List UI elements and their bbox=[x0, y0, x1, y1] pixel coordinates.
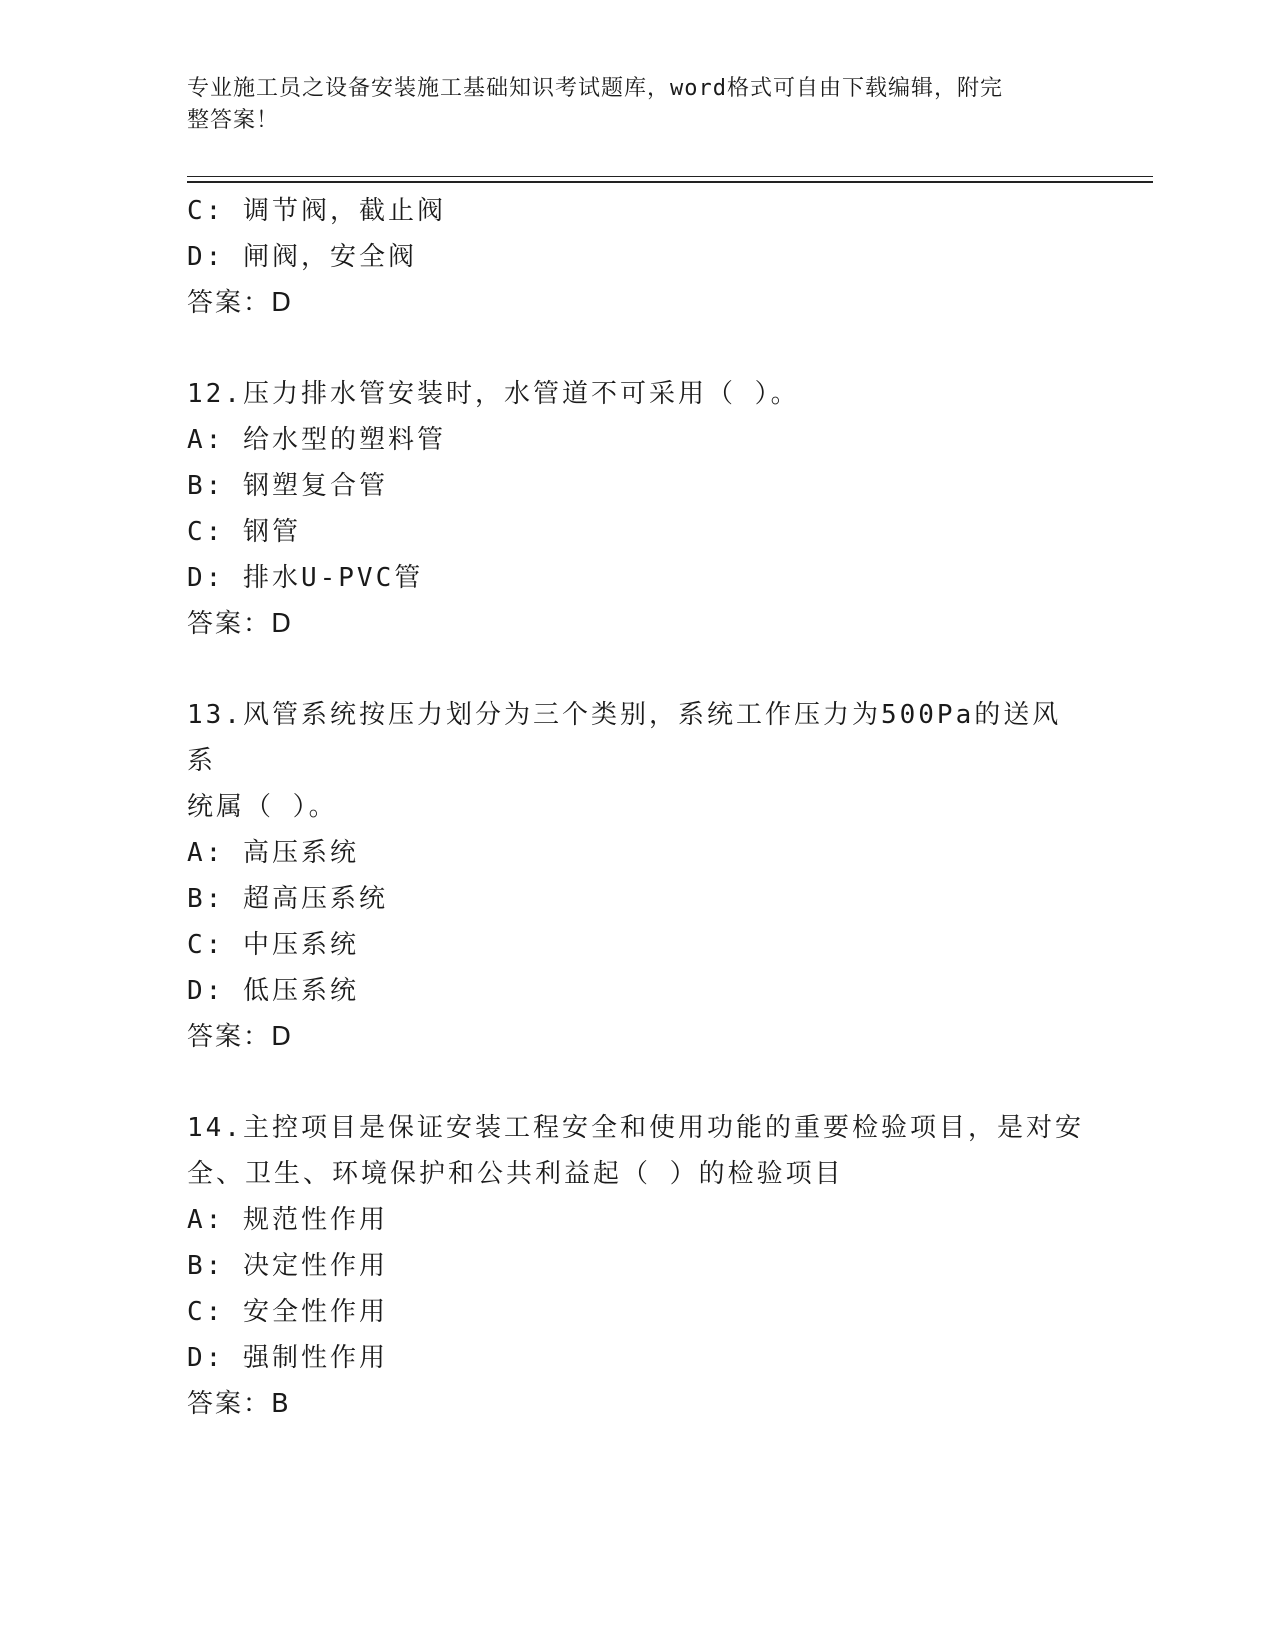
question-stem-line: 13.风管系统按压力划分为三个类别，系统工作压力为500Pa的送风系 bbox=[187, 700, 1062, 776]
option-c: C: 安全性作用 bbox=[187, 1297, 388, 1327]
option-d: D: 强制性作用 bbox=[187, 1343, 388, 1373]
option-c: C: 调节阀，截止阀 bbox=[187, 196, 446, 226]
option-c: C: 钢管 bbox=[187, 517, 301, 547]
option-a: A: 高压系统 bbox=[187, 838, 359, 868]
answer-line: 答案：D bbox=[187, 288, 294, 318]
header-line-1: 专业施工员之设备安装施工基础知识考试题库，word格式可自由下载编辑，附完 bbox=[187, 76, 1003, 101]
previous-question-tail bbox=[187, 188, 1087, 326]
option-a: A: 规范性作用 bbox=[187, 1205, 388, 1235]
header-line-2: 整答案！ bbox=[187, 108, 280, 133]
header-divider-thin bbox=[187, 176, 1153, 177]
answer-line: 答案：D bbox=[187, 609, 294, 639]
question-list bbox=[187, 188, 1087, 1427]
document-header bbox=[187, 73, 1087, 137]
question-stem bbox=[187, 692, 1087, 830]
question-stem bbox=[187, 1105, 1087, 1197]
question-stem bbox=[187, 371, 1087, 417]
question-14 bbox=[187, 1105, 1087, 1427]
option-d: D: 低压系统 bbox=[187, 976, 359, 1006]
option-d: D: 闸阀，安全阀 bbox=[187, 242, 417, 272]
question-12 bbox=[187, 371, 1087, 647]
option-b: B: 决定性作用 bbox=[187, 1251, 388, 1281]
option-a: A: 给水型的塑料管 bbox=[187, 425, 446, 455]
question-stem-line: 全、卫生、环境保护和公共利益起（ ）的检验项目 bbox=[187, 1159, 844, 1189]
question-stem-line: 12.压力排水管安装时，水管道不可采用（ ）。 bbox=[187, 379, 800, 409]
question-stem-line: 14.主控项目是保证安装工程安全和使用功能的重要检验项目，是对安 bbox=[187, 1113, 1084, 1143]
option-b: B: 钢塑复合管 bbox=[187, 471, 388, 501]
option-b: B: 超高压系统 bbox=[187, 884, 388, 914]
answer-line: 答案：B bbox=[187, 1389, 291, 1419]
option-c: C: 中压系统 bbox=[187, 930, 359, 960]
question-stem-line: 统属（ ）。 bbox=[187, 792, 338, 822]
question-13 bbox=[187, 692, 1087, 1060]
option-d: D: 排水U-PVC管 bbox=[187, 563, 424, 593]
header-divider-thick bbox=[187, 181, 1153, 183]
answer-line: 答案：D bbox=[187, 1022, 294, 1052]
